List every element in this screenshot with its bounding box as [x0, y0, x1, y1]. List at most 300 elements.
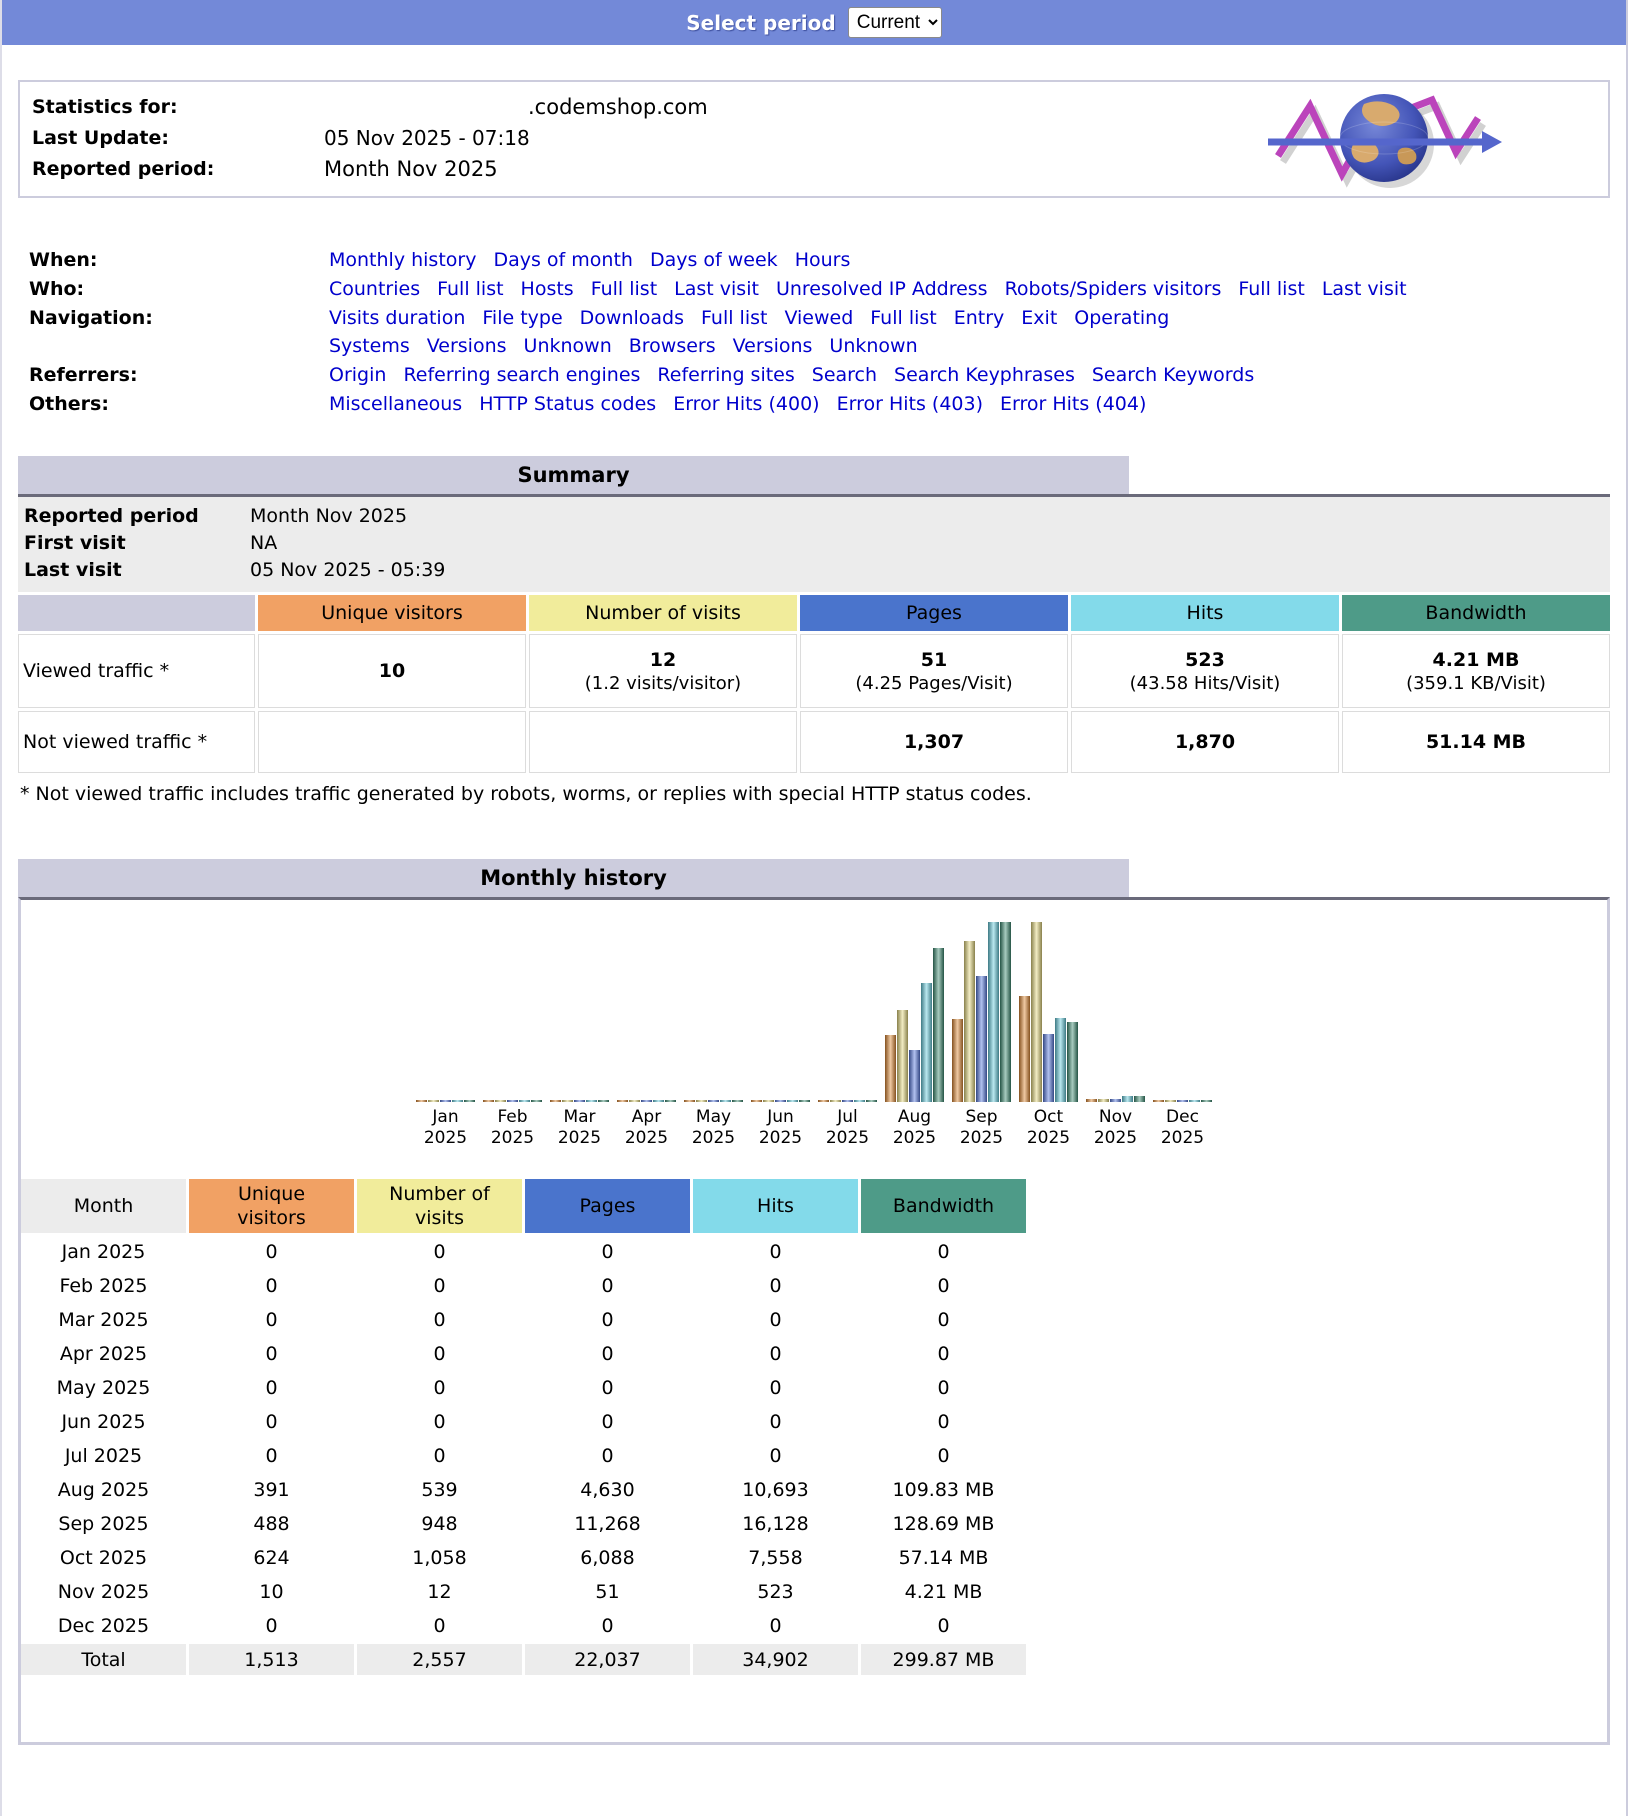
bar-pages-aug-2025	[909, 1050, 920, 1102]
bar-bandwidth-mb-feb-2025	[531, 1100, 542, 1102]
monthly-history-title-bar	[18, 859, 1129, 897]
monthly-history-axis-labels	[21, 1107, 1607, 1149]
chart-bars-sep-2025	[951, 920, 1012, 1102]
viewed-visits	[529, 634, 797, 708]
axis-label-year: 2025	[557, 1128, 602, 1148]
monthly-cell-unique-visitors: 10	[189, 1576, 354, 1607]
menu-link-search[interactable]: Search	[811, 364, 878, 386]
viewed-bandwidth-value: 4.21 MB	[1432, 648, 1520, 671]
bar-bandwidth-mb-may-2025	[732, 1100, 743, 1102]
monthly-history-chart	[21, 920, 1607, 1102]
not-viewed-hits-value: 1,870	[1174, 731, 1236, 753]
chart-bars-oct-2025	[1018, 920, 1079, 1102]
monthly-row-month: Sep 2025	[21, 1508, 186, 1539]
chart-bars-jan-2025	[415, 920, 476, 1102]
summary-reported-period-value: Month Nov 2025	[250, 505, 408, 527]
monthly-total-bandwidth: 299.87 MB	[861, 1644, 1026, 1675]
monthly-cell-pages: 0	[525, 1236, 690, 1267]
menu-link-versions[interactable]: Versions	[732, 335, 813, 357]
monthly-cell-pages: 0	[525, 1338, 690, 1369]
monthly-cell-pages: 11,268	[525, 1508, 690, 1539]
menu-link-monthly-history[interactable]: Monthly history	[329, 249, 477, 271]
chart-group-jun-2025	[750, 920, 811, 1102]
axis-label-nov-2025	[1085, 1107, 1146, 1149]
monthly-cell-bandwidth: 0	[861, 1610, 1026, 1641]
bar-pages-jul-2025	[842, 1100, 853, 1102]
monthly-cell-pages: 0	[525, 1610, 690, 1641]
monthly-cell-bandwidth: 57.14 MB	[861, 1542, 1026, 1573]
chart-group-feb-2025	[482, 920, 543, 1102]
summary-last-visit-label: Last visit	[24, 559, 122, 581]
monthly-row-month: May 2025	[21, 1372, 186, 1403]
axis-label-month: Jul	[837, 1107, 858, 1127]
axis-label-year: 2025	[1093, 1128, 1138, 1148]
menu-link-http-status-codes[interactable]: HTTP Status codes	[479, 393, 657, 415]
chart-group-oct-2025	[1018, 920, 1079, 1102]
chart-group-jan-2025	[415, 920, 476, 1102]
bar-number-of-visits-sep-2025	[964, 941, 975, 1102]
bar-hits-may-2025	[720, 1100, 731, 1102]
menu-link-hours[interactable]: Hours	[794, 249, 851, 271]
chart-bars-nov-2025	[1085, 920, 1146, 1102]
axis-label-year: 2025	[490, 1128, 535, 1148]
bar-number-of-visits-mar-2025	[562, 1100, 573, 1102]
menu-links-referrers	[329, 361, 1569, 389]
monthly-cell-pages: 0	[525, 1406, 690, 1437]
menu-link-last-visit[interactable]: Last visit	[1321, 278, 1407, 300]
not-viewed-traffic-label: Not viewed traffic *	[18, 711, 255, 773]
menu-link-robots-spiders-visitors[interactable]: Robots/Spiders visitors	[1004, 278, 1222, 300]
axis-label-dec-2025	[1152, 1107, 1213, 1149]
bar-unique-visitors-apr-2025	[617, 1100, 628, 1102]
last-update-label: Last Update:	[32, 127, 169, 149]
bar-pages-dec-2025	[1177, 1100, 1188, 1102]
menu-link-downloads[interactable]: Downloads	[579, 307, 685, 329]
bar-number-of-visits-apr-2025	[629, 1100, 640, 1102]
monthly-history-box	[18, 897, 1610, 1745]
summary-first-visit-row	[24, 530, 1610, 557]
bar-bandwidth-mb-nov-2025	[1134, 1096, 1145, 1102]
monthly-row-month: Feb 2025	[21, 1270, 186, 1301]
menu-links-who	[329, 275, 1569, 303]
monthly-cell-hits: 0	[693, 1304, 858, 1335]
viewed-pages-value: 51	[920, 648, 948, 671]
monthly-total-pages: 22,037	[525, 1644, 690, 1675]
menu-link-referring-sites[interactable]: Referring sites	[657, 364, 795, 386]
menu-link-viewed[interactable]: Viewed	[784, 307, 854, 329]
axis-label-month: Feb	[497, 1107, 528, 1127]
axis-label-month: May	[695, 1107, 732, 1127]
viewed-pages-ratio: (4.25 Pages/Visit)	[855, 672, 1013, 694]
viewed-hits-value: 523	[1185, 648, 1225, 671]
bar-hits-aug-2025	[921, 983, 932, 1102]
axis-label-aug-2025	[884, 1107, 945, 1149]
monthly-header-unique-visitors: Unique visitors	[189, 1179, 354, 1233]
menu-link-full-list[interactable]: Full list	[590, 278, 658, 300]
menu-link-unknown[interactable]: Unknown	[523, 335, 612, 357]
summary-header-bandwidth: Bandwidth	[1342, 595, 1610, 631]
menu-row-when	[29, 246, 1609, 274]
monthly-total-label: Total	[21, 1644, 186, 1675]
monthly-cell-hits: 0	[693, 1440, 858, 1471]
menu-row-navigation	[29, 304, 1609, 360]
chart-group-may-2025	[683, 920, 744, 1102]
monthly-row-month: Jan 2025	[21, 1236, 186, 1267]
summary-header-hits: Hits	[1071, 595, 1339, 631]
menu-row-referrers	[29, 361, 1609, 389]
monthly-header-hits: Hits	[693, 1179, 858, 1233]
monthly-cell-hits: 0	[693, 1236, 858, 1267]
menu-link-search-keyphrases[interactable]: Search Keyphrases	[894, 364, 1075, 386]
monthly-cell-unique-visitors: 0	[189, 1440, 354, 1471]
monthly-row-month: Apr 2025	[21, 1338, 186, 1369]
menu-link-error-hits-403[interactable]: Error Hits (403)	[836, 393, 983, 415]
monthly-cell-number-of-visits: 0	[357, 1236, 522, 1267]
axis-label-month: Sep	[965, 1107, 998, 1127]
summary-info-band	[18, 497, 1610, 592]
bar-hits-jul-2025	[854, 1100, 865, 1102]
select-period-label: Select period	[686, 10, 836, 35]
site-domain: .codemshop.com	[528, 95, 708, 119]
bar-pages-nov-2025	[1110, 1099, 1121, 1102]
bar-unique-visitors-may-2025	[684, 1100, 695, 1102]
chart-bars-jul-2025	[817, 920, 878, 1102]
select-period-bar	[2, 0, 1626, 45]
chart-bars-feb-2025	[482, 920, 543, 1102]
monthly-cell-number-of-visits: 0	[357, 1270, 522, 1301]
bar-number-of-visits-nov-2025	[1098, 1099, 1109, 1102]
monthly-cell-unique-visitors: 624	[189, 1542, 354, 1573]
bar-number-of-visits-jan-2025	[428, 1100, 439, 1102]
summary-title: Summary	[517, 463, 630, 487]
monthly-cell-unique-visitors: 0	[189, 1372, 354, 1403]
menu-link-days-of-month[interactable]: Days of month	[493, 249, 633, 271]
bar-number-of-visits-jul-2025	[830, 1100, 841, 1102]
bar-unique-visitors-jul-2025	[818, 1100, 829, 1102]
summary-title-bar	[18, 456, 1129, 494]
menu-link-hosts[interactable]: Hosts	[520, 278, 574, 300]
monthly-cell-pages: 0	[525, 1270, 690, 1301]
menu-link-full-list[interactable]: Full list	[1238, 278, 1305, 300]
chart-group-aug-2025	[884, 920, 945, 1102]
chart-group-nov-2025	[1085, 920, 1146, 1102]
menu-link-full-list[interactable]: Full list	[870, 307, 937, 329]
viewed-hits-ratio: (43.58 Hits/Visit)	[1129, 672, 1281, 694]
bar-pages-mar-2025	[574, 1100, 585, 1102]
monthly-cell-bandwidth: 0	[861, 1440, 1026, 1471]
menu-row-others	[29, 390, 1609, 418]
bar-pages-feb-2025	[507, 1100, 518, 1102]
bar-hits-oct-2025	[1055, 1018, 1066, 1102]
monthly-cell-unique-visitors: 0	[189, 1610, 354, 1641]
axis-label-year: 2025	[758, 1128, 803, 1148]
monthly-cell-unique-visitors: 0	[189, 1236, 354, 1267]
monthly-header-number-of-visits: Number of visits	[357, 1179, 522, 1233]
viewed-hits	[1071, 634, 1339, 708]
axis-label-feb-2025	[482, 1107, 543, 1149]
monthly-cell-bandwidth: 0	[861, 1304, 1026, 1335]
chart-group-apr-2025	[616, 920, 677, 1102]
monthly-cell-number-of-visits: 0	[357, 1372, 522, 1403]
monthly-cell-hits: 0	[693, 1406, 858, 1437]
monthly-total-hits: 34,902	[693, 1644, 858, 1675]
bar-number-of-visits-may-2025	[696, 1100, 707, 1102]
axis-label-year: 2025	[624, 1128, 669, 1148]
monthly-cell-hits: 0	[693, 1372, 858, 1403]
axis-label-sep-2025	[951, 1107, 1012, 1149]
axis-label-month: Apr	[631, 1107, 662, 1127]
monthly-cell-bandwidth: 109.83 MB	[861, 1474, 1026, 1505]
axis-label-month: Nov	[1098, 1107, 1133, 1127]
chart-bars-may-2025	[683, 920, 744, 1102]
viewed-unique-visitors-value: 10	[378, 660, 406, 682]
monthly-cell-number-of-visits: 539	[357, 1474, 522, 1505]
summary-first-visit-value: NA	[250, 532, 278, 554]
bar-unique-visitors-jan-2025	[416, 1100, 427, 1102]
monthly-cell-pages: 0	[525, 1440, 690, 1471]
menu-link-exit[interactable]: Exit	[1021, 307, 1058, 329]
monthly-row-month: Aug 2025	[21, 1474, 186, 1505]
axis-label-jul-2025	[817, 1107, 878, 1149]
chart-bars-apr-2025	[616, 920, 677, 1102]
viewed-visits-value: 12	[649, 648, 677, 671]
axis-label-month: Jan	[432, 1107, 459, 1127]
monthly-cell-hits: 0	[693, 1610, 858, 1641]
monthly-cell-pages: 0	[525, 1304, 690, 1335]
axis-label-year: 2025	[825, 1128, 870, 1148]
monthly-cell-number-of-visits: 1,058	[357, 1542, 522, 1573]
menu-link-days-of-week[interactable]: Days of week	[649, 249, 778, 271]
bar-hits-dec-2025	[1189, 1100, 1200, 1102]
monthly-cell-number-of-visits: 0	[357, 1406, 522, 1437]
not-viewed-hits	[1071, 711, 1339, 773]
monthly-cell-pages: 0	[525, 1372, 690, 1403]
menu-link-error-hits-404[interactable]: Error Hits (404)	[1000, 393, 1147, 415]
bar-bandwidth-mb-apr-2025	[665, 1100, 676, 1102]
monthly-row-month: Nov 2025	[21, 1576, 186, 1607]
menu-link-unresolved-ip-address[interactable]: Unresolved IP Address	[775, 278, 988, 300]
menu-link-error-hits-400[interactable]: Error Hits (400)	[673, 393, 820, 415]
monthly-cell-hits: 10,693	[693, 1474, 858, 1505]
bar-hits-feb-2025	[519, 1100, 530, 1102]
monthly-cell-pages: 4,630	[525, 1474, 690, 1505]
monthly-cell-bandwidth: 0	[861, 1372, 1026, 1403]
summary-header-pages: Pages	[800, 595, 1068, 631]
awstats-logo	[1264, 90, 1504, 188]
monthly-cell-number-of-visits: 948	[357, 1508, 522, 1539]
menu-link-entry[interactable]: Entry	[953, 307, 1005, 329]
bar-bandwidth-mb-jan-2025	[464, 1100, 475, 1102]
monthly-cell-unique-visitors: 0	[189, 1304, 354, 1335]
monthly-cell-number-of-visits: 0	[357, 1610, 522, 1641]
menu-links-others	[329, 390, 1569, 418]
axis-label-month: Oct	[1033, 1107, 1064, 1127]
bar-number-of-visits-jun-2025	[763, 1100, 774, 1102]
not-viewed-footnote: * Not viewed traffic includes traffic generated by robots, worms, or replies with special HTTP status codes.	[20, 783, 1032, 805]
monthly-cell-unique-visitors: 391	[189, 1474, 354, 1505]
menu-link-visits-duration[interactable]: Visits duration	[329, 307, 466, 329]
menu-row-who	[29, 275, 1609, 303]
monthly-cell-unique-visitors: 0	[189, 1406, 354, 1437]
monthly-header-bandwidth: Bandwidth	[861, 1179, 1026, 1233]
monthly-cell-bandwidth: 4.21 MB	[861, 1576, 1026, 1607]
menu-link-file-type[interactable]: File type	[482, 307, 563, 329]
not-viewed-visits	[529, 711, 797, 773]
axis-label-month: Jun	[767, 1107, 794, 1127]
bar-unique-visitors-oct-2025	[1019, 996, 1030, 1102]
menu-label-referrers: Referrers:	[29, 364, 138, 386]
viewed-pages	[800, 634, 1068, 708]
chart-bars-dec-2025	[1152, 920, 1213, 1102]
monthly-cell-bandwidth: 128.69 MB	[861, 1508, 1026, 1539]
menu-link-miscellaneous[interactable]: Miscellaneous	[329, 393, 463, 415]
monthly-cell-number-of-visits: 12	[357, 1576, 522, 1607]
axis-label-jun-2025	[750, 1107, 811, 1149]
menu-link-operating-systems[interactable]: Operating Systems	[329, 307, 1170, 357]
bar-unique-visitors-sep-2025	[952, 1019, 963, 1102]
bar-number-of-visits-oct-2025	[1031, 922, 1042, 1102]
bar-bandwidth-mb-oct-2025	[1067, 1022, 1078, 1102]
menu-link-referring-search-engines[interactable]: Referring search engines	[403, 364, 641, 386]
viewed-bandwidth-ratio: (359.1 KB/Visit)	[1406, 672, 1546, 694]
bar-hits-mar-2025	[586, 1100, 597, 1102]
chart-group-sep-2025	[951, 920, 1012, 1102]
monthly-history-title: Monthly history	[480, 866, 667, 890]
menu-link-origin[interactable]: Origin	[329, 364, 387, 386]
bar-unique-visitors-nov-2025	[1086, 1099, 1097, 1102]
monthly-row-month: Jun 2025	[21, 1406, 186, 1437]
axis-label-month: Aug	[897, 1107, 932, 1127]
monthly-row-month: Oct 2025	[21, 1542, 186, 1573]
reported-period-label: Reported period:	[32, 158, 215, 180]
chart-group-jul-2025	[817, 920, 878, 1102]
bar-bandwidth-mb-aug-2025	[933, 948, 944, 1102]
last-update-value: 05 Nov 2025 - 07:18	[324, 126, 530, 150]
monthly-row-month: Jul 2025	[21, 1440, 186, 1471]
axis-label-may-2025	[683, 1107, 744, 1149]
summary-first-visit-label: First visit	[24, 532, 126, 554]
bar-bandwidth-mb-jul-2025	[866, 1100, 877, 1102]
axis-label-oct-2025	[1018, 1107, 1079, 1149]
chart-bars-aug-2025	[884, 920, 945, 1102]
chart-bars-jun-2025	[750, 920, 811, 1102]
not-viewed-bandwidth-value: 51.14 MB	[1425, 731, 1527, 753]
menu-link-search-keywords[interactable]: Search Keywords	[1091, 364, 1255, 386]
menu-link-versions[interactable]: Versions	[426, 335, 507, 357]
monthly-total-number-of-visits: 2,557	[357, 1644, 522, 1675]
summary-header-unique-visitors: Unique visitors	[258, 595, 526, 631]
menu-link-countries[interactable]: Countries	[329, 278, 421, 300]
viewed-bandwidth	[1342, 634, 1610, 708]
statistics-for-label: Statistics for:	[32, 96, 178, 118]
menu-link-full-list[interactable]: Full list	[701, 307, 768, 329]
menu-label-when: When:	[29, 249, 98, 271]
menu-link-browsers[interactable]: Browsers	[628, 335, 716, 357]
monthly-cell-bandwidth: 0	[861, 1270, 1026, 1301]
axis-label-apr-2025	[616, 1107, 677, 1149]
axis-label-year: 2025	[959, 1128, 1004, 1148]
menu-label-who: Who:	[29, 278, 85, 300]
not-viewed-pages-value: 1,307	[903, 731, 965, 753]
viewed-visits-ratio: (1.2 visits/visitor)	[584, 672, 742, 694]
bar-unique-visitors-jun-2025	[751, 1100, 762, 1102]
bar-hits-apr-2025	[653, 1100, 664, 1102]
summary-reported-period-label: Reported period	[24, 505, 199, 527]
menu-link-full-list[interactable]: Full list	[437, 278, 504, 300]
viewed-unique-visitors	[258, 634, 526, 708]
axis-label-year: 2025	[691, 1128, 736, 1148]
not-viewed-bandwidth	[1342, 711, 1610, 773]
monthly-row-month: Mar 2025	[21, 1304, 186, 1335]
monthly-cell-number-of-visits: 0	[357, 1304, 522, 1335]
bar-bandwidth-mb-jun-2025	[799, 1100, 810, 1102]
bar-bandwidth-mb-mar-2025	[598, 1100, 609, 1102]
monthly-cell-unique-visitors: 0	[189, 1338, 354, 1369]
monthly-cell-hits: 7,558	[693, 1542, 858, 1573]
report-menu	[29, 246, 1609, 418]
bar-pages-sep-2025	[976, 976, 987, 1102]
summary-reported-period-row	[24, 503, 1610, 530]
menu-link-last-visit[interactable]: Last visit	[674, 278, 759, 300]
bar-pages-apr-2025	[641, 1100, 652, 1102]
monthly-cell-hits: 0	[693, 1270, 858, 1301]
monthly-cell-pages: 51	[525, 1576, 690, 1607]
chart-group-dec-2025	[1152, 920, 1213, 1102]
monthly-cell-hits: 0	[693, 1338, 858, 1369]
axis-label-mar-2025	[549, 1107, 610, 1149]
bar-unique-visitors-feb-2025	[483, 1100, 494, 1102]
menu-links-when	[329, 246, 1569, 274]
menu-link-unknown[interactable]: Unknown	[829, 335, 918, 357]
summary-header-number-of-visits: Number of visits	[529, 595, 797, 631]
bar-pages-may-2025	[708, 1100, 719, 1102]
monthly-cell-bandwidth: 0	[861, 1338, 1026, 1369]
viewed-traffic-label: Viewed traffic *	[18, 634, 255, 708]
not-viewed-unique-visitors	[258, 711, 526, 773]
period-select[interactable]	[848, 7, 942, 38]
monthly-cell-bandwidth: 0	[861, 1406, 1026, 1437]
bar-unique-visitors-mar-2025	[550, 1100, 561, 1102]
bar-number-of-visits-dec-2025	[1165, 1100, 1176, 1102]
bar-unique-visitors-aug-2025	[885, 1035, 896, 1102]
bar-hits-sep-2025	[988, 922, 999, 1102]
monthly-cell-hits: 16,128	[693, 1508, 858, 1539]
monthly-cell-number-of-visits: 0	[357, 1440, 522, 1471]
bar-number-of-visits-feb-2025	[495, 1100, 506, 1102]
summary-last-visit-row	[24, 557, 1610, 584]
axis-label-year: 2025	[1026, 1128, 1071, 1148]
summary-header-blank	[18, 595, 255, 631]
monthly-cell-unique-visitors: 488	[189, 1508, 354, 1539]
bar-pages-jun-2025	[775, 1100, 786, 1102]
monthly-cell-number-of-visits: 0	[357, 1338, 522, 1369]
monthly-cell-pages: 6,088	[525, 1542, 690, 1573]
summary-last-visit-value: 05 Nov 2025 - 05:39	[250, 559, 446, 581]
statistics-header-box	[18, 80, 1610, 198]
monthly-total-unique-visitors: 1,513	[189, 1644, 354, 1675]
chart-bars-mar-2025	[549, 920, 610, 1102]
bar-hits-jan-2025	[452, 1100, 463, 1102]
monthly-header-pages: Pages	[525, 1179, 690, 1233]
bar-pages-oct-2025	[1043, 1034, 1054, 1102]
summary-table	[18, 494, 1610, 773]
not-viewed-pages	[800, 711, 1068, 773]
axis-label-year: 2025	[1160, 1128, 1205, 1148]
bar-unique-visitors-dec-2025	[1153, 1100, 1164, 1102]
bar-number-of-visits-aug-2025	[897, 1010, 908, 1102]
monthly-cell-bandwidth: 0	[861, 1236, 1026, 1267]
monthly-cell-hits: 523	[693, 1576, 858, 1607]
